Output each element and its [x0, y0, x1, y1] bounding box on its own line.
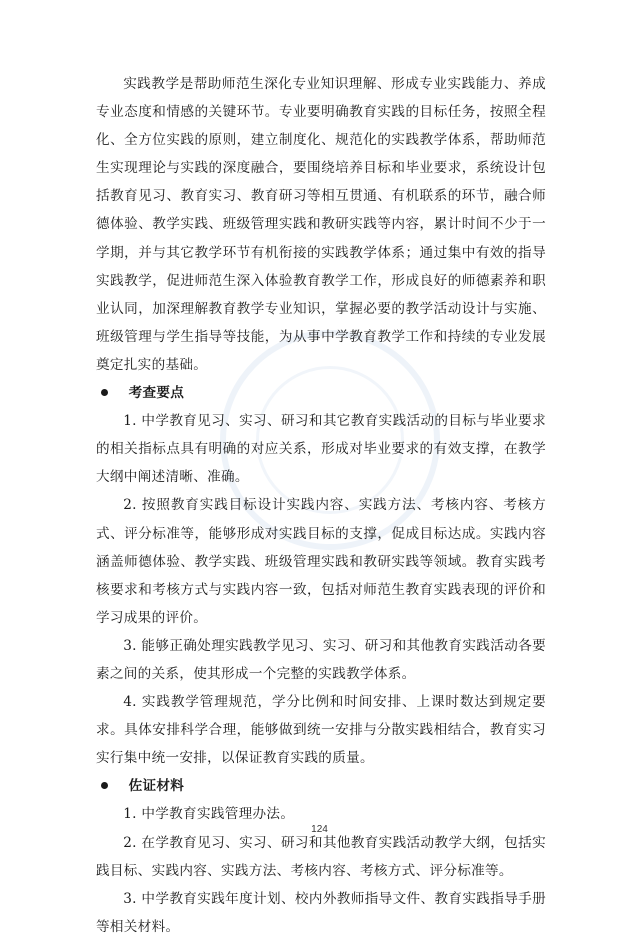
intro-paragraph: 实践教学是帮助师范生深化专业知识理解、形成专业实践能力、养成专业态度和情感的关键环节。专业要明确教育实践的目标任务，按照全程化、全方位实践的原则，建立制度化、规范化的实践教学体系，帮助师范生实现理论与实践的深度融合，要围绕培养目标和毕业要求，系统设计包括教育见习、教育实习、教育研习等相互贯通、有机联系的环节，融合师德体验、教学实践、班级管理实践和教研实践等内容，累计时间不少于一学期，并与其它教学环节有机衔接的实践教学体系；通过集中有效的指导实践教学，促进师范生深入体验教育教学工作，形成良好的师德素养和职业认同，加深理解教育教学专业知识，掌握必要的教学活动设计与实施、班级管理与学生指导等技能，为从事中学教育教学工作和持续的专业发展奠定扎实的基础。 — [96, 76, 546, 373]
evidence-item: 3. 中学教育实践年度计划、校内外教师指导文件、教育实践指导手册等相关材料。 — [96, 890, 546, 935]
section-heading-text: 佐证材料 — [128, 778, 185, 795]
page-number: 124 — [311, 824, 328, 835]
key-point-item: 2. 按照教育实践目标设计实践内容、实践方法、考核内容、考核方式、评分标准等，能够形成对实践目标的支撑，促成目标达成。实践内容涵盖师德体验、教学实践、班级管理实践和教研实践等领域。教育实践考核要求和考核方式与实践内容一致，包括对师范生教育实践表现的评价和学习成果的评价。 — [96, 497, 546, 626]
page-content — [96, 70, 546, 941]
evidence-item: 1. 中学教育实践管理办法。 — [123, 806, 295, 823]
section-heading-text: 考查要点 — [128, 385, 185, 402]
section-heading-evidence — [96, 772, 546, 800]
key-point-item: 4. 实践教学管理规范，学分比例和时间安排、上课时数达到规定要求。具体安排科学合理，能够做到统一安排与分散实践相结合，教育实习实行集中统一安排，以保证教育实践的质量。 — [96, 694, 546, 767]
key-point-item: 3. 能够正确处理实践教学见习、实习、研习和其他教育实践活动各要素之间的关系，使其形成一个完整的实践教学体系。 — [96, 637, 546, 682]
key-point-item: 1. 中学教育见习、实习、研习和其它教育实践活动的目标与毕业要求的相关指标点具有明确的对应关系，形成对毕业要求的有效支撑，在教学大纲中阐述清晰、准确。 — [96, 413, 546, 486]
bullet-icon — [101, 389, 108, 396]
bullet-icon — [101, 782, 108, 789]
evidence-item: 2. 在学教育见习、实习、研习和其他教育实践活动教学大纲，包括实践目标、实践内容、实践方法、考核内容、考核方式、评分标准等。 — [96, 834, 546, 879]
section-heading-key-points — [96, 379, 546, 407]
